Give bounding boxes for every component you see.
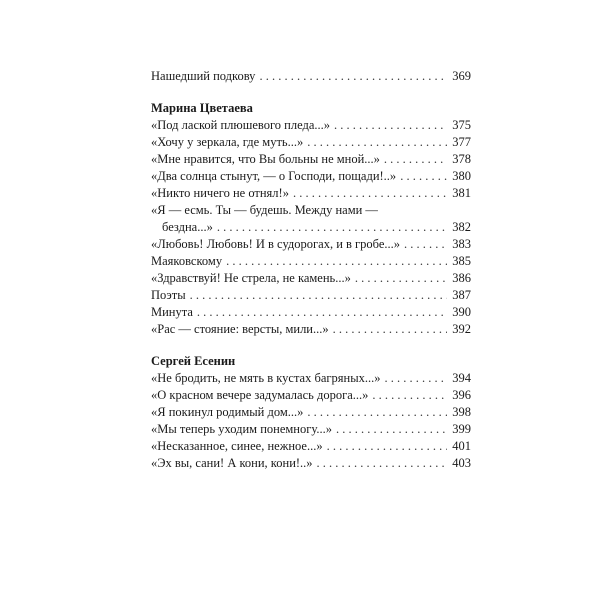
toc-entry-wrapped-line-2 <box>151 219 471 236</box>
toc-entry-title: «Рас — стояние: версты, мили...» <box>151 322 329 336</box>
toc-entry-title: «Любовь! Любовь! И в судорогах, и в гробе...» <box>151 237 401 251</box>
dot-leader <box>334 117 447 134</box>
dot-leader <box>333 321 447 338</box>
toc-entry <box>151 168 471 185</box>
toc-entry <box>151 270 471 287</box>
toc-entry-page: 377 <box>452 135 471 149</box>
toc-entry-title: «Мне нравится, что Вы больны не мной...» <box>151 152 380 166</box>
dot-leader <box>226 253 447 270</box>
dot-leader <box>317 455 447 472</box>
toc-entry <box>151 134 471 151</box>
toc-entry-page: 394 <box>452 371 471 385</box>
toc-entry-title: «Мы теперь уходим понемногу...» <box>151 422 332 436</box>
toc-entry <box>151 370 471 387</box>
toc-entry-wrapped-line-1 <box>151 202 471 219</box>
dot-leader <box>307 404 447 421</box>
dot-leader <box>217 219 447 236</box>
dot-leader <box>400 168 447 185</box>
section-yesenin <box>151 353 471 472</box>
dot-leader <box>307 134 447 151</box>
toc-entry-title: «Не бродить, не мять в кустах багряных...» <box>151 371 381 385</box>
toc-entry <box>151 151 471 168</box>
dot-leader <box>197 304 447 321</box>
toc-entry-title-continued: бездна...» <box>162 220 213 234</box>
toc-entry-page: 390 <box>452 305 471 319</box>
dot-leader <box>327 438 447 455</box>
dot-leader <box>259 68 447 85</box>
toc-entry <box>151 387 471 404</box>
toc-entry-page: 403 <box>452 456 471 470</box>
dot-leader <box>355 270 447 287</box>
section-tsvetaeva <box>151 100 471 338</box>
toc-entry-title: «Я покинул родимый дом...» <box>151 405 304 419</box>
dot-leader <box>384 151 447 168</box>
toc-entry-title: Нашедший подкову <box>151 69 256 83</box>
toc-entry <box>151 304 471 321</box>
toc-entry <box>151 421 471 438</box>
toc-entry-page: 378 <box>452 152 471 166</box>
section-heading: Сергей Есенин <box>151 354 236 368</box>
toc-entry-page: 385 <box>452 254 471 268</box>
toc-entry-title: «Никто ничего не отнял!» <box>151 186 289 200</box>
toc-entry-page: 382 <box>452 220 471 234</box>
toc-entry-title: Маяковскому <box>151 254 223 268</box>
toc-entry-page: 401 <box>452 439 471 453</box>
section-heading: Марина Цветаева <box>151 101 253 115</box>
toc-entry <box>151 404 471 421</box>
toc-entry-page: 383 <box>452 237 471 251</box>
toc-entry-title: «Под лаской плюшевого пледа...» <box>151 118 331 132</box>
toc-entry-page: 386 <box>452 271 471 285</box>
dot-leader <box>190 287 447 304</box>
toc-entry <box>151 117 471 134</box>
toc-entry-page: 375 <box>452 118 471 132</box>
toc-entry <box>151 321 471 338</box>
toc-entry <box>151 185 471 202</box>
toc-entry-title: «Здравствуй! Не стрела, не камень...» <box>151 271 351 285</box>
toc-entry-page: 387 <box>452 288 471 302</box>
dot-leader <box>384 370 447 387</box>
dot-leader <box>404 236 447 253</box>
toc-entry-page: 399 <box>452 422 471 436</box>
toc-entry-title: «О красном вечере задумалась дорога...» <box>151 388 369 402</box>
toc-entry <box>151 287 471 304</box>
toc-entry-page: 380 <box>452 169 471 183</box>
toc-entry-title: «Я — есмь. Ты — будешь. Между нами — <box>151 203 378 217</box>
toc-entry <box>151 68 471 85</box>
table-of-contents <box>151 68 471 472</box>
toc-entry <box>151 253 471 270</box>
toc-entry-title: «Хочу у зеркала, где муть...» <box>151 135 304 149</box>
toc-entry-title: «Два солнца стынут, — о Господи, пощади!..» <box>151 169 397 183</box>
toc-entry-page: 381 <box>452 186 471 200</box>
toc-entry <box>151 236 471 253</box>
toc-entry <box>151 455 471 472</box>
dot-leader <box>293 185 447 202</box>
toc-entry-page: 396 <box>452 388 471 402</box>
dot-leader <box>336 421 447 438</box>
toc-entry-page: 369 <box>452 69 471 83</box>
dot-leader <box>372 387 447 404</box>
toc-entry <box>151 438 471 455</box>
toc-entry-page: 392 <box>452 322 471 336</box>
toc-entry-title: Минута <box>151 305 193 319</box>
toc-entry-title: «Эх вы, сани! А кони, кони!..» <box>151 456 313 470</box>
toc-entry-title: Поэты <box>151 288 186 302</box>
toc-entry-title: «Несказанное, синее, нежное...» <box>151 439 323 453</box>
toc-entry-page: 398 <box>452 405 471 419</box>
